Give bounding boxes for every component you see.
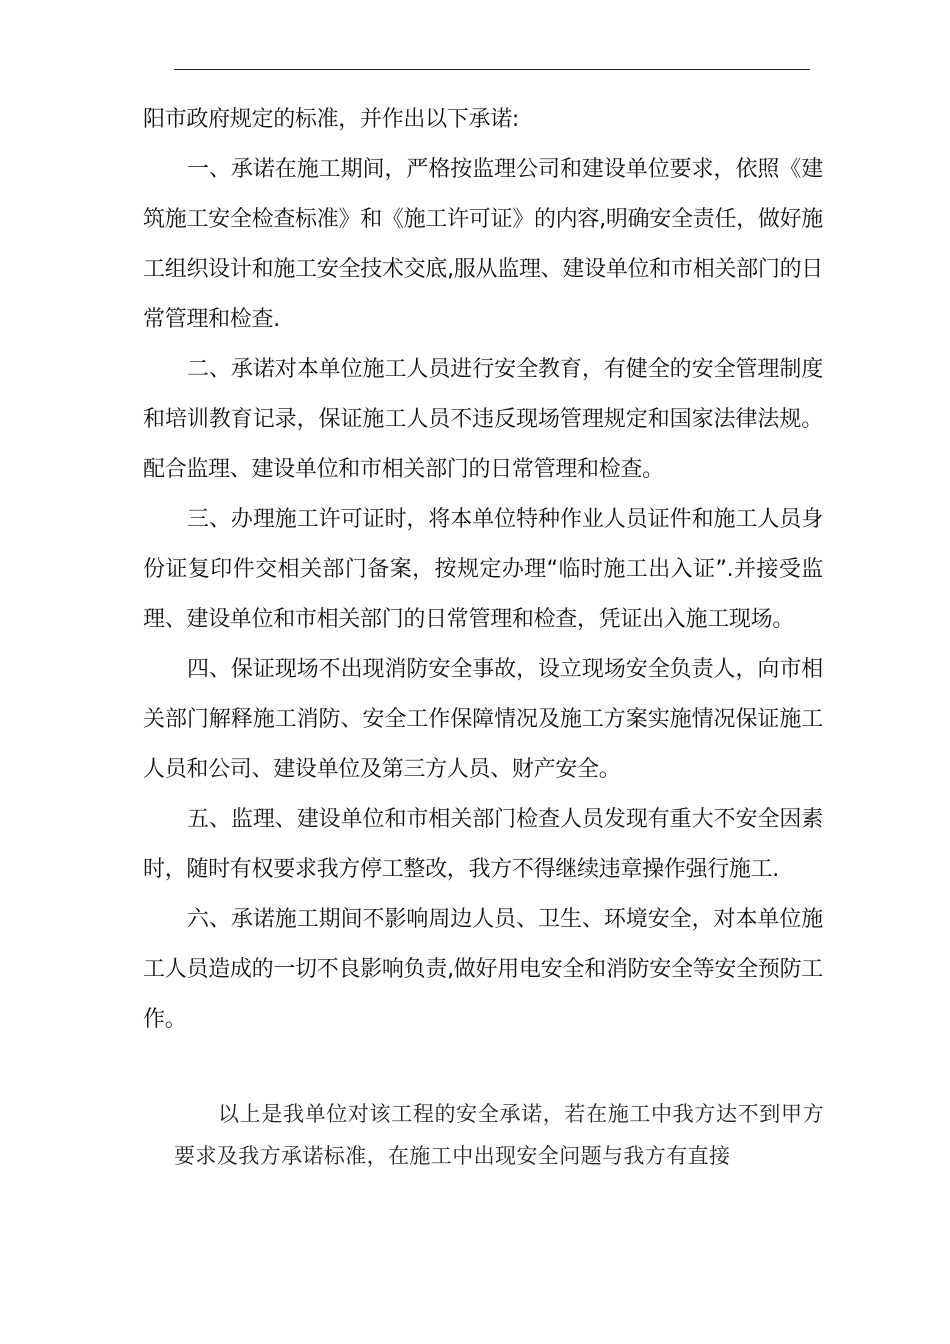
commitment-item-4: 四、保证现场不出现消防安全事故，设立现场安全负责人，向市相关部门解释施工消防、安全工作保障情况及施工方案实施情况保证施工人员和公司、建设单位及第三方人员、财产安全。 (143, 657, 823, 782)
commitment-item-5: 五、监理、建设单位和市相关部门检查人员发现有重大不安全因素时，随时有权要求我方停工整改，我方不得继续违章操作强行施工. (143, 807, 823, 882)
header-rule (174, 69, 810, 70)
closing-paragraph (174, 1093, 824, 1177)
commitment-item-3: 三、办理施工许可证时，将本单位特种作业人员证件和施工人员身份证复印件交相关部门备案，按规定办理“临时施工出入证”.并接受监理、建设单位和市相关部门的日常管理和检查，凭证出入施工现场。 (143, 507, 823, 632)
commitment-body (143, 95, 823, 1045)
commitment-item-6: 六、承诺施工期间不影响周边人员、卫生、环境安全，对本单位施工人员造成的一切不良影响负责,做好用电安全和消防安全等安全预防工作。 (143, 907, 823, 1032)
commitment-item-2: 二、承诺对本单位施工人员进行安全教育，有健全的安全管理制度和培训教育记录，保证施工人员不违反现场管理规定和国家法律法规。配合监理、建设单位和市相关部门的日常管理和检查。 (143, 357, 823, 482)
commitment-item-1: 一、承诺在施工期间，严格按监理公司和建设单位要求，依照《建筑施工安全检查标准》和《施工许可证》的内容,明确安全责任，做好施工组织设计和施工安全技术交底,服从监理、建设单位和市相关部门的日常管理和检查. (143, 157, 823, 332)
intro-line: 阳市政府规定的标准，并作出以下承诺: (143, 107, 520, 132)
closing-text: 以上是我单位对该工程的安全承诺，若在施工中我方达不到甲方要求及我方承诺标准，在施工中出现安全问题与我方有直接 (174, 1102, 824, 1168)
